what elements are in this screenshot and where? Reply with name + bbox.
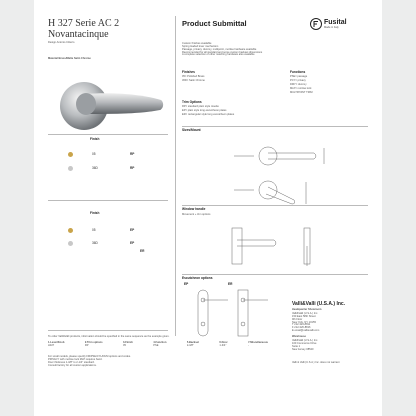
divider <box>182 205 368 206</box>
divider <box>182 126 368 127</box>
finishes-label: Finishes <box>182 70 195 74</box>
function-item: MULTIPOINT TRIM <box>290 91 313 94</box>
finish-trim: RP <box>130 166 135 170</box>
intro-line: Recommended for all standard and some custom backset dimensions <box>182 50 263 54</box>
model-title-line2: Novantacinque <box>48 29 109 40</box>
material-note: Material Brass/Matte Satin Chrome <box>48 57 91 60</box>
ordering-col <box>248 342 268 348</box>
ordering-col-label: 5.Backset <box>186 341 199 344</box>
finish-trim: EP <box>130 241 135 245</box>
finish-item: 36D= Satin Chrome <box>182 79 205 82</box>
designer-label: Design Antonio Citterio <box>48 41 75 44</box>
wh-line: Suite 1 <box>292 344 301 348</box>
hq-label: Headquarter Showroom <box>292 308 322 311</box>
ordering-note: PRIVACY with mortise lock MLP requires hand. <box>48 357 103 361</box>
ordering-note: For small models, please specify FM/PSE/CYL/DUM options and codes. <box>48 355 131 358</box>
ordering-intro: To order Valli&Valli products, information should be specified in the same sequence as the example given. <box>48 335 170 338</box>
hq-line: Valli&Valli (U.S.A.) Inc. <box>292 312 318 315</box>
ordering-note: Door thickness 1-3/8" to 2-1/4" standard. <box>48 360 95 364</box>
wh-line: 100 Commerce Drive <box>292 341 317 345</box>
ordering-col-value: - <box>248 343 249 347</box>
trim-item: EP= plain style long escutcheon plates <box>182 109 227 112</box>
hq-address <box>292 313 319 333</box>
fusital-logo-icon <box>310 18 322 30</box>
warehouse-label: Warehouse <box>292 335 306 338</box>
functions-label: Functions <box>290 70 306 74</box>
intro-line: Passage, privacy, dummy, multipoint, mortise hardware available <box>182 47 257 51</box>
ordering-col-label: 4.Function <box>153 341 167 344</box>
escutcheon-ep-label: EP <box>184 282 189 286</box>
ordering-table <box>48 342 268 348</box>
function-item: MLP= mortise lock <box>290 87 312 90</box>
finish-trim: EP <box>130 228 135 232</box>
finish-code: 05 <box>92 152 96 156</box>
window-handle-sub: Movement + trim options <box>182 213 211 216</box>
finish-code: 36D <box>92 166 98 170</box>
trim-item: ER= rectangular style long escutcheon plates <box>182 113 235 116</box>
ordering-col-label: 3.Finish <box>123 341 133 344</box>
hq-line: F 212-326-8816 <box>292 326 311 330</box>
column-divider <box>175 16 176 336</box>
hq-line: 9th Floor <box>292 317 303 321</box>
ordering-col-value: 1-3/4" <box>219 343 227 347</box>
hq-line: E email@vallievalli.com <box>292 329 320 333</box>
function-item: PSE= passage <box>290 75 308 78</box>
company-name: Valli&Valli (U.S.A.) Inc. <box>292 301 346 307</box>
finish-extra-trim: ER <box>140 249 145 253</box>
finish-item: 05= Polished Brass <box>182 75 205 78</box>
ordering-col-label: 7.Miscellaneous <box>248 341 268 344</box>
function-item: PCY= privacy <box>290 79 306 82</box>
hq-line: New York, NY 10155 <box>292 320 316 324</box>
divider <box>48 200 168 201</box>
finish-swatch-chrome <box>68 166 73 171</box>
escutcheon-er-label: ER <box>228 282 233 286</box>
ordering-col <box>85 342 103 348</box>
intro-list <box>182 43 262 57</box>
wh-line: New Jersey 08520 <box>292 347 314 351</box>
ordering-col-value: H327 <box>48 343 55 347</box>
lever-arm-shape <box>86 93 163 114</box>
warehouse-address <box>292 340 318 351</box>
ordering-col-value: 05 <box>123 343 126 347</box>
model-title-line1: H 327 Serie AC 2 <box>48 18 120 29</box>
lever-handle-illustration <box>56 70 166 140</box>
function-item: DMY= dummy <box>290 83 307 86</box>
divider <box>48 134 168 135</box>
wh-line: Valli&Valli (U.S.A.) Inc. <box>292 339 318 342</box>
company-footer-note: Valli & Valli (U.S.A.) Inc. does not warrant <box>292 361 340 364</box>
finish-trim: RP <box>130 152 135 156</box>
ordering-col-label: 2.Trim options <box>84 341 103 344</box>
ordering-col-value: PSE <box>153 343 159 347</box>
ordering-col-label: 1.Lever/Knob <box>48 341 65 344</box>
brand-sub: Made in Italy <box>324 26 339 29</box>
finish-code: 36D <box>92 241 98 245</box>
sizes-mount-label: Sizes/Mount <box>182 128 201 132</box>
intro-line: A complete selection of other matching hardware also available <box>182 53 255 57</box>
intro-line: Spring loaded lever mechanism <box>182 44 219 48</box>
hq-line: T 212-326-8811 <box>292 323 311 327</box>
divider <box>182 274 368 275</box>
finish-swatch-brass <box>68 228 73 233</box>
intro-line: Custom finishes available <box>182 42 212 45</box>
submittal-page <box>34 0 382 416</box>
trim-options-label: Trim Options <box>182 100 202 104</box>
doc-title: Product Submittal <box>182 19 247 28</box>
window-handle-drawing <box>194 222 344 272</box>
sizes-mount-drawing <box>194 138 344 208</box>
finish-swatch-brass <box>68 152 73 157</box>
ordering-col <box>123 342 133 348</box>
ordering-col-value: RP <box>84 343 89 347</box>
escutcheon-label: Escutcheon options <box>182 276 213 280</box>
ordering-col <box>48 342 64 348</box>
divider <box>48 330 168 331</box>
trim-item: RP= standard plain style rosette <box>182 105 219 108</box>
escutcheon-drawing <box>184 288 284 340</box>
ordering-col <box>187 342 199 348</box>
finish-code: 05 <box>92 228 96 232</box>
finish-table-1-label: Finish <box>90 137 100 141</box>
finish-table-2-label: Finish <box>90 211 100 215</box>
ordering-col <box>219 342 227 348</box>
hq-line: 150 East 58th Street <box>292 314 316 318</box>
ordering-col-value: 2-3/8" <box>186 343 194 347</box>
ordering-notes <box>48 356 131 367</box>
ordering-col <box>153 342 166 348</box>
window-handle-label: Window handle <box>182 207 206 211</box>
ordering-col-label: 6.Door <box>219 341 228 344</box>
finish-swatch-chrome <box>68 241 73 246</box>
ordering-note: Consult factory for all custom applications. <box>48 363 97 367</box>
brand-name: Fusital <box>324 19 347 26</box>
